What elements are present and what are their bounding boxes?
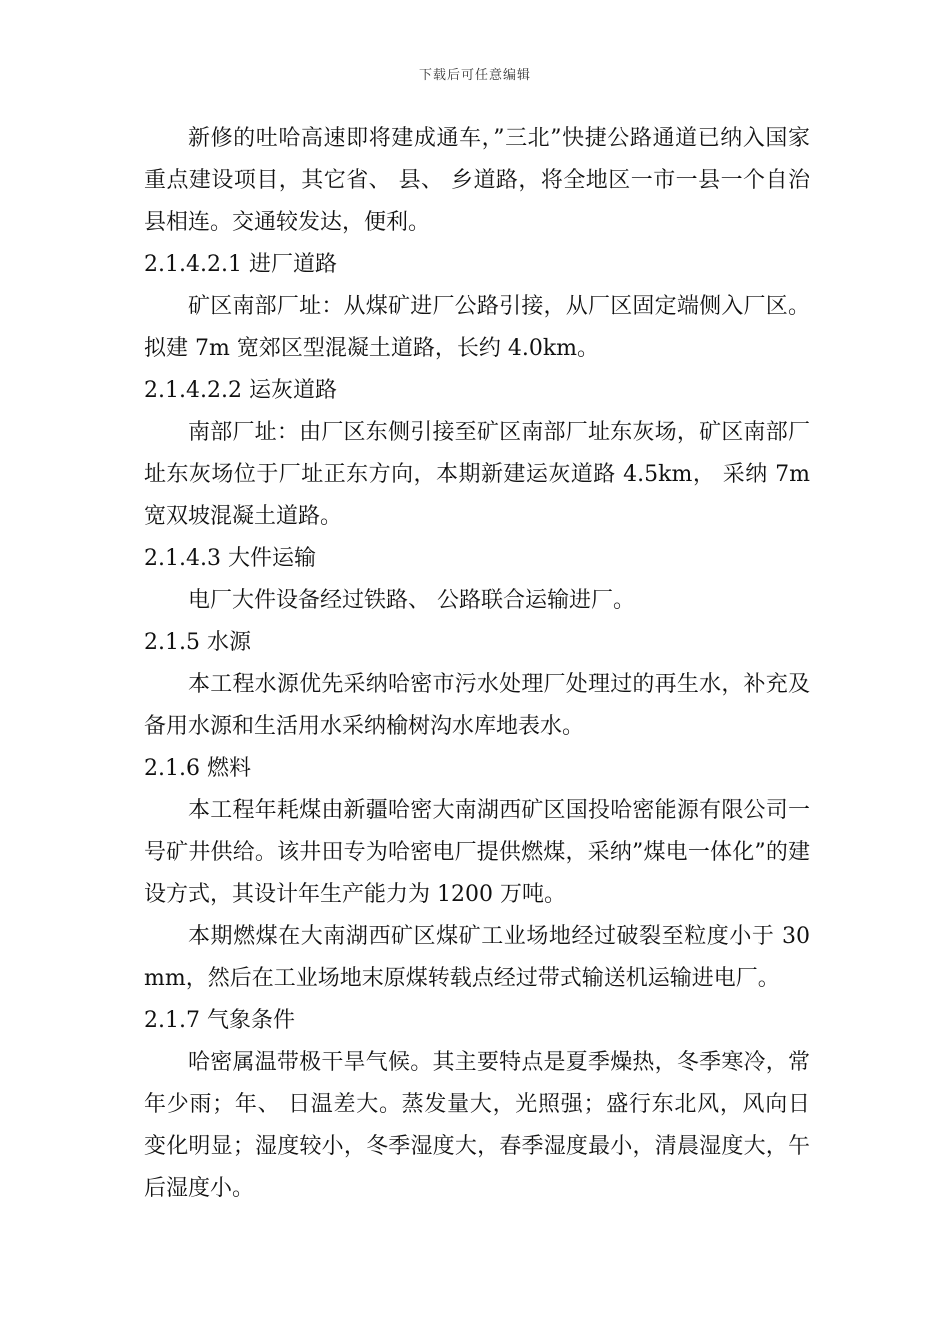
section-heading-ash-road: 2.1.4.2.2 运灰道路 bbox=[144, 378, 337, 403]
paragraph-fuel-supply: 本工程年耗煤由新疆哈密大南湖西矿区国投哈密能源有限公司一号矿井供给。该井田专为哈密电厂提供燃煤，采纳”煤电一体化”的建设方式，其设计年生产能力为 1200 万吨。 bbox=[144, 798, 810, 907]
page-header: 下载后可任意编辑 bbox=[418, 68, 531, 83]
document-body bbox=[144, 118, 810, 1210]
paragraph-fuel-transport: 本期燃煤在大南湖西矿区煤矿工业场地经过破裂至粒度小于 30mm，然后在工业场地末原煤转载点经过带式输送机运输进电厂。 bbox=[144, 924, 810, 991]
paragraph-entry-road: 矿区南部厂址：从煤矿进厂公路引接，从厂区固定端侧入厂区。拟建 7m 宽郊区型混凝土道路，长约 4.0km。 bbox=[144, 294, 810, 361]
paragraph-water-source: 本工程水源优先采纳哈密市污水处理厂处理过的再生水，补充及备用水源和生活用水采纳榆树沟水库地表水。 bbox=[144, 672, 810, 739]
paragraph-climate: 哈密属温带极干旱气候。其主要特点是夏季燥热，冬季寒冷，常年少雨；年、 日温差大。蒸发量大，光照强；盛行东北风，风向日变化明显；湿度较小，冬季湿度大，春季湿度最小，清晨湿度大，午后湿度小。 bbox=[144, 1050, 810, 1201]
paragraph-traffic: 新修的吐哈高速即将建成通车，”三北”快捷公路通道已纳入国家重点建设项目，其它省、 县、 乡道路，将全地区一市一县一个自治县相连。交通较发达，便利。 bbox=[144, 126, 810, 235]
section-heading-water-source: 2.1.5 水源 bbox=[144, 630, 251, 655]
section-heading-fuel: 2.1.6 燃料 bbox=[144, 756, 251, 781]
section-heading-climate: 2.1.7 气象条件 bbox=[144, 1008, 295, 1033]
paragraph-ash-road: 南部厂址：由厂区东侧引接至矿区南部厂址东灰场，矿区南部厂址东灰场位于厂址正东方向，本期新建运灰道路 4.5km， 采纳 7m 宽双坡混凝土道路。 bbox=[144, 420, 810, 529]
paragraph-large-transport: 电厂大件设备经过铁路、 公路联合运输进厂。 bbox=[188, 588, 635, 613]
section-heading-entry-road: 2.1.4.2.1 进厂道路 bbox=[144, 252, 337, 277]
section-heading-large-transport: 2.1.4.3 大件运输 bbox=[144, 546, 316, 571]
